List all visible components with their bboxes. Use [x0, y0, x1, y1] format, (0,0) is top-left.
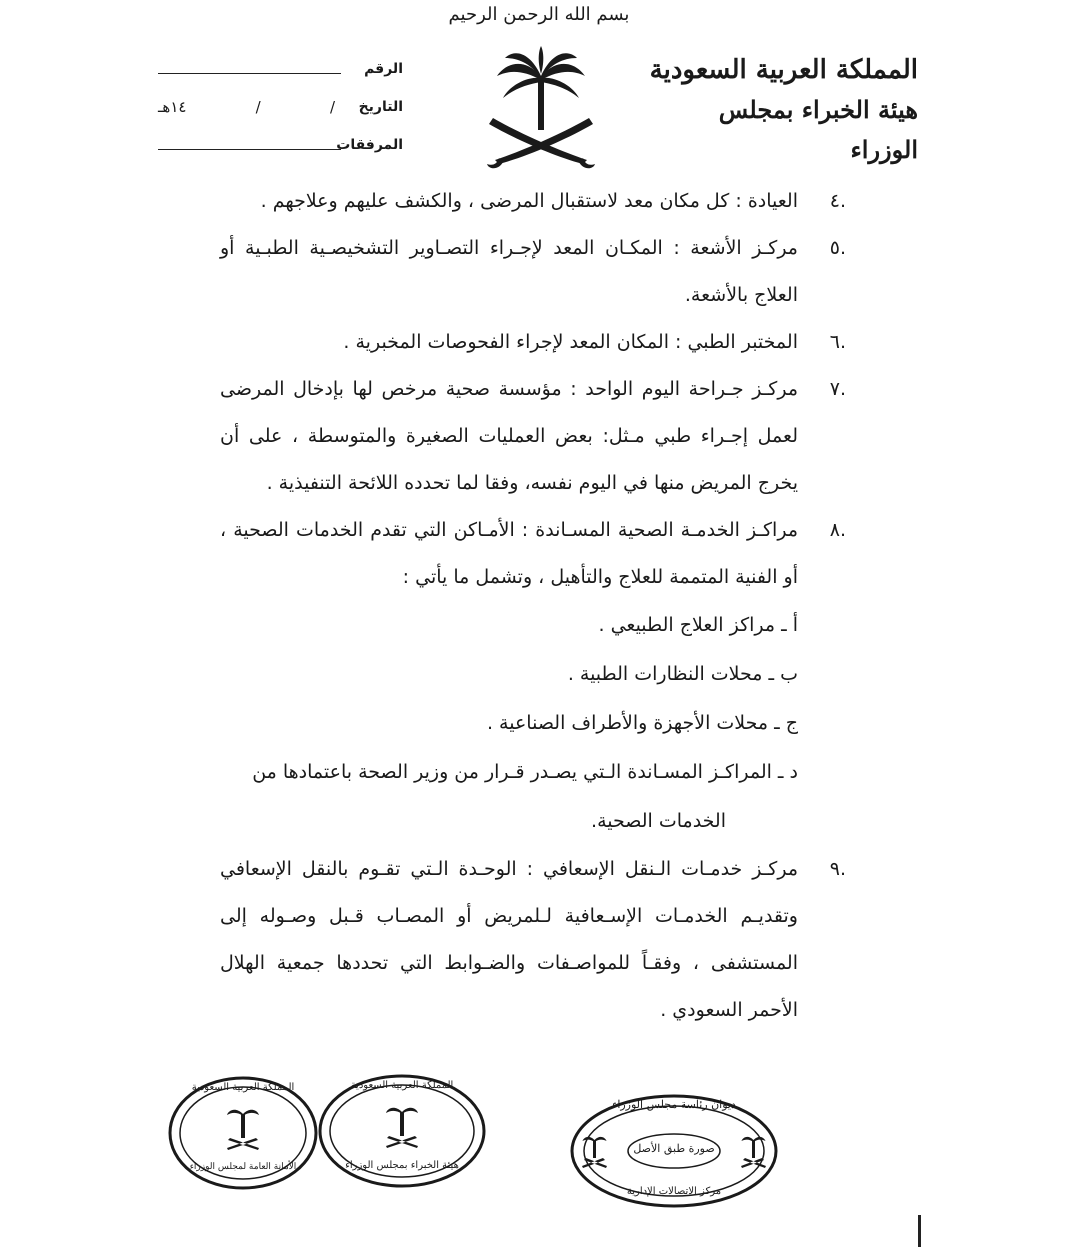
date-field: [158, 98, 341, 116]
page-margin-mark: [918, 1215, 921, 1247]
definition-item-5: [220, 225, 846, 319]
issuer-block: [648, 50, 918, 170]
item-text: مركـز الأشعة : المكـان المعد لإجـراء التصـاوير التشخيصـية الطبـية أو العلاج بالأشعة.: [220, 237, 798, 306]
stamp-inner-text: صورة طبق الأصل: [633, 1142, 715, 1155]
reference-block: [158, 50, 403, 164]
issuer-country: المملكة العربية السعودية: [649, 55, 918, 85]
definition-item-7: [220, 366, 846, 507]
cabinet-presidency-stamp: [568, 1092, 780, 1210]
ref-number-row: [158, 50, 403, 88]
item-text: العيادة : كل مكان معد لاستقبال المرضى ، والكشف عليهم وعلاجهم .: [260, 190, 798, 212]
subitem-b: ب ـ محلات النظارات الطبية .: [567, 663, 798, 685]
stamp-outer-text: المملكة العربية السعودية: [191, 1082, 295, 1093]
item-text: مركـز خدمـات الـنقل الإسعافي : الوحـدة الـتي تقـوم بالنقل الإسعافي وتقديـم الخدمـات الإسـعافية لـلمريض أو المصـاب قـبل وصـوله إلى المستشفى ، وفقـاً للمواصـفات والضـوابط التي تحددها جمعية الهلال الأحمر السعودي .: [220, 858, 798, 1021]
secretariat-stamp: [166, 1074, 320, 1192]
stamp-outer-text: المملكة العربية السعودية: [350, 1080, 454, 1091]
item-number: .٩: [829, 858, 846, 880]
subitem-d-line1: د ـ المراكـز المسـاندة الـتي يصـدر قـرار من وزير الصحة باعتمادها من: [252, 761, 798, 783]
subitem-a: أ ـ مراكز العلاج الطبيعي .: [598, 614, 798, 636]
item-number: .٧: [829, 378, 846, 400]
item-text: المختبر الطبي : المكان المعد لإجراء الفحوصات المخبرية .: [343, 331, 798, 353]
definition-item-9: [220, 846, 846, 1034]
attachments-line: [158, 148, 341, 150]
document-body: [220, 178, 846, 1034]
item-number: .٨: [829, 519, 846, 541]
date-label: التاريخ: [358, 99, 403, 115]
subitem-d: [220, 748, 846, 846]
definition-item-4: [220, 178, 846, 225]
palm-swords-emblem-icon: [483, 46, 599, 176]
date-separator-1: /: [329, 98, 335, 116]
item-text: مراكـز الخدمـة الصحية المسـاندة : الأمـاكن التي تقدم الخدمات الصحية ، أو الفنية المتممة للعلاج والتأهيل ، وتشمل ما يأتي :: [220, 519, 798, 588]
stamp-outer-text: ديوان رئاسة مجلس الوزراء: [612, 1098, 736, 1111]
subitem-d-line2: الخدمات الصحية.: [591, 810, 726, 832]
issuer-authority: هيئة الخبراء بمجلس الوزراء: [718, 95, 918, 164]
stamp-bottom-text: مركز الاتصالات الإدارية: [626, 1186, 722, 1197]
ref-number-label: الرقم: [364, 61, 403, 77]
date-row: [158, 88, 403, 126]
ref-number-line: [158, 72, 341, 74]
item-text: مركـز جـراحة اليوم الواحد : مؤسسة صحية مرخص لها بإدخال المرضى لعمل إجـراء طبي مـثل: بعض العمليات الصغيرة والمتوسطة ، على أن يخرج المريض منها في اليوم نفسه، وفقا لما تحدده اللائحة التنفيذية .: [220, 378, 798, 494]
item-number: .٥: [829, 237, 846, 259]
item-number: .٦: [829, 331, 846, 353]
attachments-row: [158, 126, 403, 164]
experts-commission-stamp: [316, 1072, 488, 1190]
definition-item-6: [220, 319, 846, 366]
stamp-bottom-text: هيئة الخبراء بمجلس الوزراء: [345, 1160, 459, 1171]
basmala: بسم الله الرحمن الرحيم: [448, 4, 630, 25]
date-separator-2: /: [255, 98, 261, 116]
definition-item-8: [220, 507, 846, 601]
date-suffix: ١٤هـ: [158, 98, 187, 116]
item-number: .٤: [829, 190, 846, 212]
stamps-area: [160, 1070, 800, 1210]
stamp-bottom-text: الأمانة العامة لمجلس الوزراء: [189, 1162, 297, 1172]
subitem-c: ج ـ محلات الأجهزة والأطراف الصناعية .: [486, 712, 798, 734]
attachments-label: المرفقات: [336, 137, 403, 153]
